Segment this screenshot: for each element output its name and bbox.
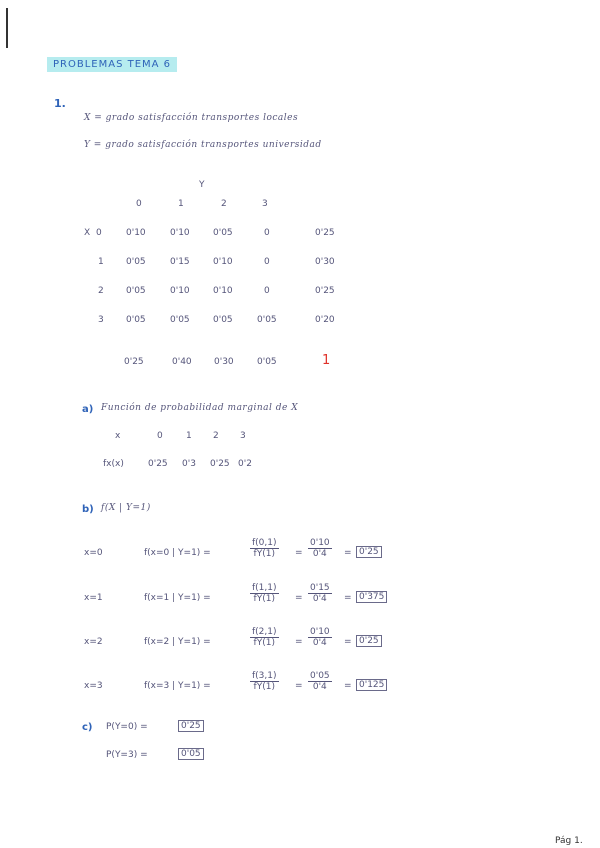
part-b-label: b) (82, 504, 94, 515)
row-marginal: 0'25 (315, 228, 335, 238)
part-a-text: Función de probabilidad marginal de X (101, 403, 299, 413)
fraction-denominator: fY(1) (253, 549, 275, 559)
fraction-denominator: fY(1) (253, 682, 275, 692)
case-label: x=2 (84, 637, 103, 647)
table-cell: 0 (264, 257, 270, 267)
fraction-numerator: f(0,1) (252, 538, 277, 548)
col-header: 0 (136, 199, 142, 209)
probability-expression: P(Y=0) = (106, 722, 148, 732)
table-cell: 0'10 (213, 257, 233, 267)
fraction-denominator: 0'4 (312, 682, 327, 692)
conditional-expression: f(x=3 | Y=1) = (144, 681, 211, 691)
fraction-numerator: 0'10 (310, 538, 330, 548)
marginal-f-value: 0'3 (182, 459, 196, 469)
case-label: x=0 (84, 548, 103, 558)
equals-sign: = (344, 637, 352, 647)
fraction-numerator: 0'05 (310, 671, 330, 681)
equals-sign: = (344, 681, 352, 691)
marginal-x-value: 0 (157, 431, 163, 441)
marginal-x-value: 1 (186, 431, 192, 441)
result-value: 0'25 (178, 720, 204, 732)
part-c-label: c) (82, 722, 93, 733)
table-cell: 0 (264, 286, 270, 296)
col-total: 0'30 (214, 357, 234, 367)
page-number: Pág 1. (555, 836, 583, 846)
equals-sign: = (295, 593, 303, 603)
table-cell: 0'05 (213, 228, 233, 238)
row-header: 3 (98, 315, 104, 325)
case-label: x=3 (84, 681, 103, 691)
row-marginal: 0'20 (315, 315, 335, 325)
y-definition: Y = grado satisfacción transportes universidad (84, 140, 322, 150)
result-box (356, 680, 387, 690)
table-cell: 0'15 (170, 257, 190, 267)
fraction-numerator: f(3,1) (252, 671, 277, 681)
row-header: 1 (98, 257, 104, 267)
value-fraction (308, 671, 332, 692)
table-cell: 0'05 (126, 315, 146, 325)
marginal-x-value: 2 (213, 431, 219, 441)
title-highlight: PROBLEMAS TEMA 6 (47, 57, 177, 72)
probability-expression: P(Y=3) = (106, 750, 148, 760)
conditional-expression: f(x=0 | Y=1) = (144, 548, 211, 558)
table-cell: 0'10 (170, 286, 190, 296)
fraction-numerator: f(1,1) (252, 583, 277, 593)
marginal-f-value: 0'2 (238, 459, 252, 469)
fraction-denominator: 0'4 (312, 594, 327, 604)
fraction-denominator: 0'4 (312, 549, 327, 559)
equals-sign: = (295, 637, 303, 647)
formula-fraction (250, 583, 279, 604)
formula-fraction (250, 538, 279, 559)
equals-sign: = (295, 548, 303, 558)
table-cell: 0'05 (257, 315, 277, 325)
x-definition: X = grado satisfacción transportes locales (84, 113, 299, 123)
col-total: 0'25 (124, 357, 144, 367)
margin-mark (6, 8, 8, 48)
result-box (178, 749, 204, 759)
result-value: 0'05 (178, 748, 204, 760)
fraction-numerator: f(2,1) (252, 627, 277, 637)
conditional-expression: f(x=1 | Y=1) = (144, 593, 211, 603)
row-marginal: 0'25 (315, 286, 335, 296)
table-cell: 0'05 (170, 315, 190, 325)
marginal-x-label: x (115, 431, 121, 441)
row-header: 2 (98, 286, 104, 296)
formula-fraction (250, 627, 279, 648)
result-box (356, 636, 382, 646)
fraction-numerator: 0'15 (310, 583, 330, 593)
fraction-numerator: 0'10 (310, 627, 330, 637)
table-cell: 0'10 (170, 228, 190, 238)
table-cell: 0'10 (126, 228, 146, 238)
value-fraction (308, 538, 332, 559)
equals-sign: = (344, 593, 352, 603)
equals-sign: = (344, 548, 352, 558)
page-title (47, 52, 177, 71)
result-value: 0'375 (356, 591, 387, 603)
x-axis-label: X (84, 228, 91, 238)
table-cell: 0 (264, 228, 270, 238)
fraction-denominator: fY(1) (253, 638, 275, 648)
result-box (178, 721, 204, 731)
fraction-denominator: fY(1) (253, 594, 275, 604)
marginal-f-value: 0'25 (210, 459, 230, 469)
fraction-denominator: 0'4 (312, 638, 327, 648)
value-fraction (308, 583, 332, 604)
row-marginal: 0'30 (315, 257, 335, 267)
conditional-expression: f(x=2 | Y=1) = (144, 637, 211, 647)
equals-sign: = (295, 681, 303, 691)
result-value: 0'25 (356, 546, 382, 558)
col-header: 2 (221, 199, 227, 209)
marginal-f-label: fx(x) (103, 459, 124, 469)
part-b-text: f(X | Y=1) (101, 503, 151, 513)
col-header: 3 (262, 199, 268, 209)
result-box (356, 592, 387, 602)
table-cell: 0'10 (213, 286, 233, 296)
col-header: 1 (178, 199, 184, 209)
result-value: 0'125 (356, 679, 387, 691)
row-header: 0 (96, 228, 102, 238)
formula-fraction (250, 671, 279, 692)
col-total: 0'05 (257, 357, 277, 367)
table-cell: 0'05 (126, 286, 146, 296)
grand-total: 1 (322, 353, 331, 368)
y-axis-label: Y (199, 180, 205, 190)
case-label: x=1 (84, 593, 103, 603)
table-cell: 0'05 (213, 315, 233, 325)
value-fraction (308, 627, 332, 648)
col-total: 0'40 (172, 357, 192, 367)
table-cell: 0'05 (126, 257, 146, 267)
result-value: 0'25 (356, 635, 382, 647)
problem-number: 1. (54, 97, 66, 110)
marginal-x-value: 3 (240, 431, 246, 441)
result-box (356, 547, 382, 557)
part-a-label: a) (82, 404, 94, 415)
marginal-f-value: 0'25 (148, 459, 168, 469)
